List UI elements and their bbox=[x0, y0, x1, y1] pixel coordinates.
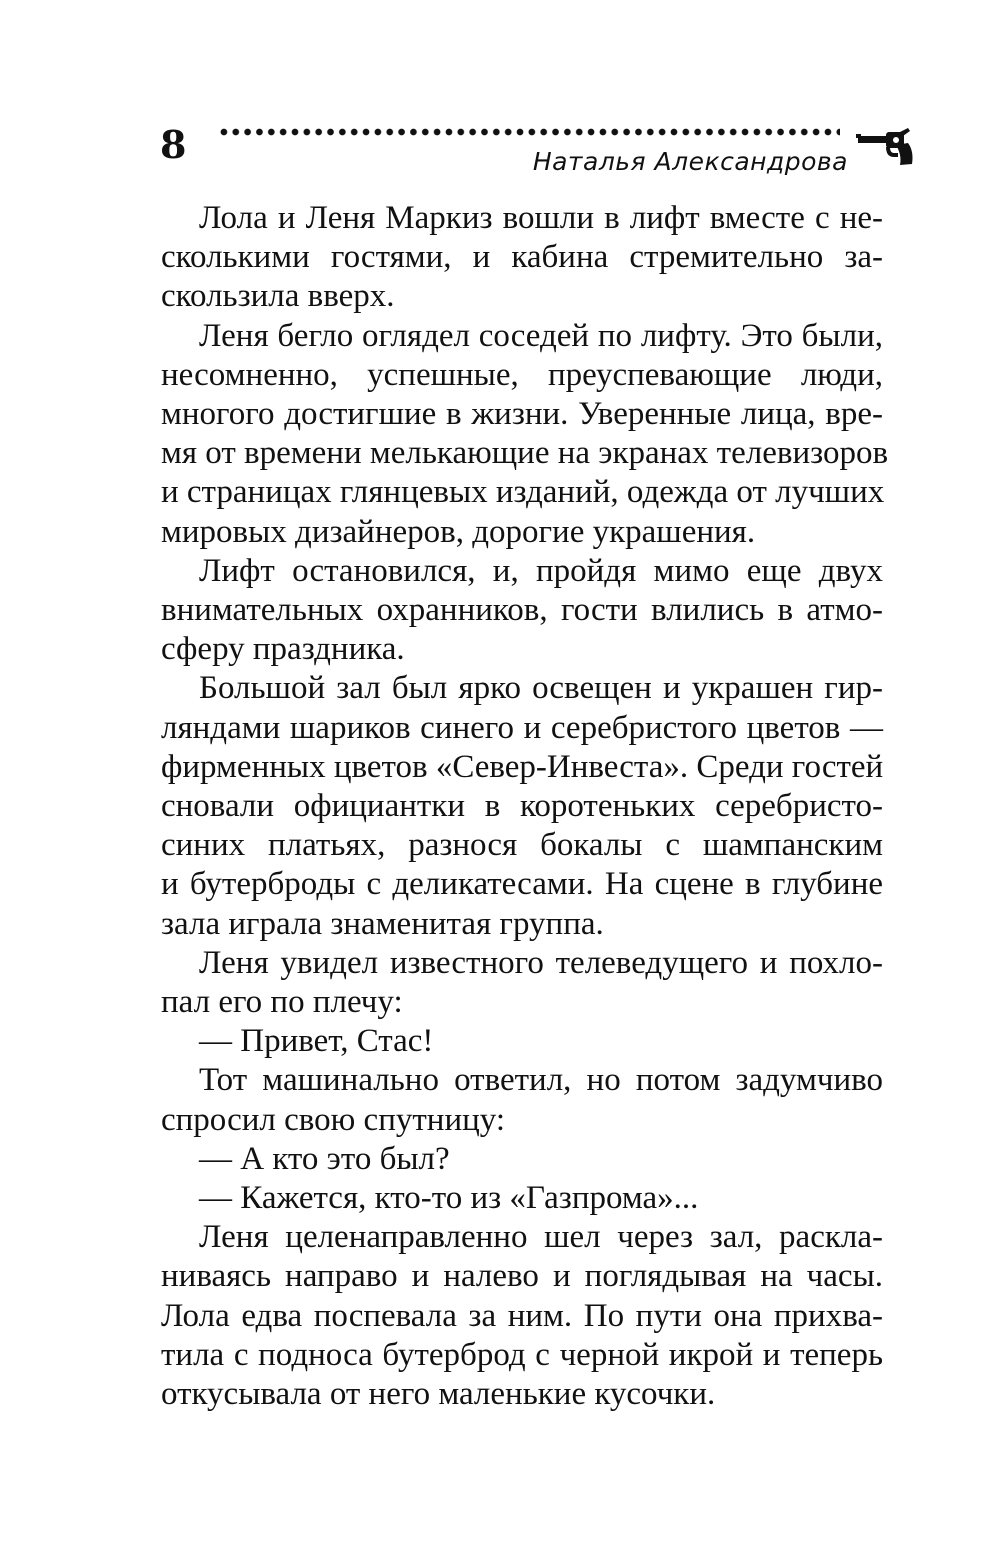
text-line: Большой зал был ярко освещен и украшен гир- bbox=[199, 670, 883, 707]
text-line: Тот машинально ответил, но потом задумчиво bbox=[199, 1062, 883, 1099]
text-line: и страницах глянцевых изданий, одежда от лучших bbox=[161, 474, 885, 511]
dialogue-line bbox=[161, 1140, 883, 1179]
text-line: синих платьях, разнося бокалы с шампанским bbox=[161, 827, 883, 864]
text-line: несомненно, успешные, преуспевающие люди, bbox=[161, 356, 883, 393]
text-line: пал его по плечу: bbox=[161, 984, 403, 1021]
text-line: — Привет, Стас! bbox=[199, 1023, 434, 1060]
paragraph bbox=[161, 944, 883, 1022]
paragraph bbox=[161, 199, 883, 317]
text-line: Леня целенаправленно шел через зал, раскла- bbox=[199, 1219, 883, 1256]
dialogue-line bbox=[161, 1022, 883, 1061]
text-line: внимательных охранников, гости влились в атмо- bbox=[161, 592, 883, 629]
body-text bbox=[161, 199, 889, 1414]
text-line: — А кто это был? bbox=[199, 1140, 450, 1177]
paragraph bbox=[161, 1218, 883, 1414]
paragraph bbox=[161, 669, 883, 943]
text-line: и бутерброды с деликатесами. На сцене в глубине bbox=[161, 866, 883, 903]
revolver-icon bbox=[856, 127, 916, 167]
text-line: Леня бегло оглядел соседей по лифту. Это были, bbox=[199, 317, 883, 354]
paragraph bbox=[161, 1061, 883, 1139]
paragraph bbox=[161, 317, 889, 552]
text-line: Леня увидел известного телеведущего и похло- bbox=[199, 944, 883, 981]
text-line: тила с подноса бутерброд с черной икрой и теперь bbox=[161, 1336, 883, 1373]
text-line: Лифт остановился, и, пройдя мимо еще двух bbox=[199, 552, 883, 589]
text-line: Лола едва поспевала за ним. По пути она прихва- bbox=[161, 1297, 883, 1334]
text-line: сновали официантки в коротеньких серебристо- bbox=[161, 788, 883, 825]
text-line: спросил свою спутницу: bbox=[161, 1101, 506, 1138]
text-line: зала играла знаменитая группа. bbox=[161, 905, 604, 942]
text-line: ляндами шариков синего и серебристого цветов — bbox=[161, 709, 883, 746]
text-line: фирменных цветов «Север-Инвеста». Среди гостей bbox=[161, 748, 884, 785]
text-line: сколькими гостями, и кабина стремительно за- bbox=[161, 239, 883, 276]
text-line: многого достигшие в жизни. Уверенные лица, вре- bbox=[161, 396, 883, 433]
text-line: мя от времени мелькающие на экранах телевизоров bbox=[161, 435, 889, 472]
text-line: мировых дизайнеров, дорогие украшения. bbox=[161, 513, 756, 550]
text-line: откусывала от него маленькие кусочки. bbox=[161, 1376, 716, 1413]
page-number: 8 bbox=[160, 122, 187, 167]
text-line: скользила вверх. bbox=[161, 278, 395, 315]
paragraph bbox=[161, 552, 883, 670]
dialogue-line bbox=[161, 1179, 883, 1218]
text-line: Лола и Леня Маркиз вошли в лифт вместе с не- bbox=[199, 200, 883, 236]
dotted-rule bbox=[218, 124, 840, 140]
text-line: ниваясь направо и налево и поглядывая на часы. bbox=[161, 1258, 883, 1295]
running-header-author: Наталья Александрова bbox=[532, 147, 848, 176]
text-line: сферу праздника. bbox=[161, 631, 405, 668]
text-line: — Кажется, кто-то из «Газпрома»... bbox=[199, 1180, 699, 1217]
